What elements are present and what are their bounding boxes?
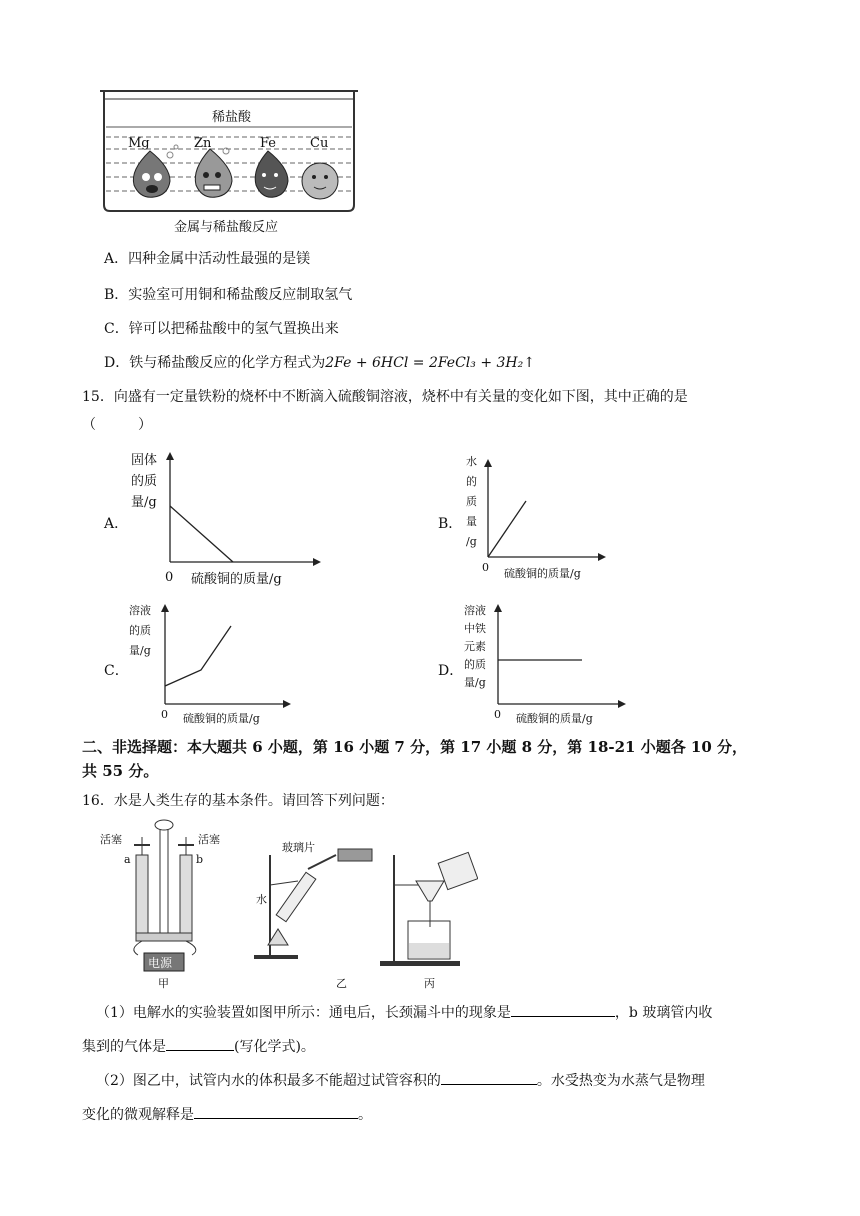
svg-text:0: 0	[161, 708, 168, 721]
svg-text:元素: 元素	[464, 640, 486, 653]
graph-b	[460, 455, 610, 585]
apparatus-yi	[254, 840, 372, 990]
q16-part1: （1）电解水的实验装置如图甲所示：通电后，长颈漏斗中的现象是 ，b 玻璃管内收 集到的气体是 (写化学式)。	[82, 996, 782, 1064]
svg-text:a: a	[124, 853, 131, 866]
q14-option-d	[104, 352, 535, 372]
blank-funnel-phenomenon[interactable]	[511, 1002, 615, 1017]
svg-text:活塞: 活塞	[100, 833, 122, 846]
metals-acid-figure	[100, 85, 360, 235]
svg-text:硫酸铜的质量/g: 硫酸铜的质量/g	[183, 712, 260, 725]
svg-text:b: b	[196, 853, 204, 866]
q14-option-a: A．四种金属中活动性最强的是镁	[104, 251, 311, 267]
metal-fe	[255, 136, 288, 197]
blank-gas-formula[interactable]	[166, 1036, 234, 1051]
svg-text:中铁: 中铁	[464, 622, 486, 635]
graph-a-line	[170, 506, 233, 562]
svg-text:质: 质	[466, 495, 477, 508]
apparatus-bing	[380, 852, 478, 990]
svg-text:的质: 的质	[129, 624, 151, 637]
svg-text:0: 0	[482, 561, 489, 574]
blank-micro-explanation[interactable]	[194, 1104, 358, 1119]
svg-text:量/g: 量/g	[131, 495, 157, 510]
q14-option-b: B．实验室可用铜和稀盐酸反应制取氢气	[104, 287, 353, 303]
graph-c-line	[165, 626, 231, 686]
svg-text:甲: 甲	[158, 977, 169, 990]
svg-text:溶液: 溶液	[464, 604, 486, 617]
section-heading	[82, 735, 747, 783]
section-heading-line1: 二、非选择题：本大题共 6 小题，第 16 小题 7 分，第 17 小题 8 分，第 18-21 小题各 10 分，	[82, 738, 748, 756]
svg-text:水: 水	[466, 455, 477, 468]
graph-b-line	[488, 501, 526, 557]
q15-stem: 15．向盛有一定量铁粉的烧杯中不断滴入硫酸铜溶液，烧杯中有关量的变化如下图，其中正确的是	[82, 389, 688, 405]
metal-zn	[194, 136, 232, 197]
svg-text:Mg: Mg	[128, 136, 150, 151]
svg-text:玻璃片: 玻璃片	[282, 841, 315, 854]
svg-text:溶液: 溶液	[129, 604, 151, 617]
metal-cu	[302, 136, 338, 199]
graph-d	[462, 600, 632, 728]
q14-option-c: C．锌可以把稀盐酸中的氢气置换出来	[104, 321, 339, 337]
graph-d-letter: D．	[438, 663, 464, 679]
svg-text:硫酸铜的质量/g: 硫酸铜的质量/g	[191, 572, 282, 587]
svg-text:Zn: Zn	[194, 136, 212, 151]
svg-text:/g: /g	[466, 535, 477, 548]
svg-text:的质: 的质	[464, 658, 486, 671]
apparatus-jia	[100, 820, 220, 990]
blank-volume-fraction[interactable]	[441, 1070, 537, 1085]
q15-paren: （ ）	[82, 417, 152, 433]
q14-equation: 2Fe + 6HCl = 2FeCl₃ + 3H₂↑	[325, 355, 535, 371]
svg-text:Fe: Fe	[260, 136, 277, 151]
svg-text:丙: 丙	[424, 977, 435, 990]
graph-b-letter: B．	[438, 516, 463, 532]
svg-text:活塞: 活塞	[198, 833, 220, 846]
q16-stem: 16．水是人类生存的基本条件。请回答下列问题：	[82, 793, 394, 809]
acid-label: 稀盐酸	[212, 110, 252, 125]
graph-c-letter: C．	[104, 663, 129, 679]
water-apparatus-figure	[98, 815, 478, 990]
graph-a	[125, 450, 325, 590]
metal-mg	[128, 136, 178, 197]
q14-option-d-text: D．铁与稀盐酸反应的化学方程式为	[104, 355, 326, 371]
svg-text:Cu: Cu	[310, 136, 329, 151]
svg-text:量/g: 量/g	[464, 676, 486, 689]
svg-text:0: 0	[165, 570, 174, 585]
svg-text:量: 量	[466, 515, 477, 528]
graph-c	[125, 600, 295, 728]
graph-a-letter: A．	[104, 516, 129, 532]
svg-text:水: 水	[256, 893, 267, 906]
svg-text:乙: 乙	[336, 977, 347, 990]
svg-text:固体: 固体	[131, 453, 158, 468]
svg-text:的: 的	[466, 475, 477, 488]
svg-text:硫酸铜的质量/g: 硫酸铜的质量/g	[516, 712, 593, 725]
figure-caption: 金属与稀盐酸反应	[174, 220, 279, 235]
svg-text:量/g: 量/g	[129, 644, 151, 657]
section-heading-line2: 共 55 分。	[82, 762, 159, 780]
q16-part2: （2）图乙中，试管内水的体积最多不能超过试管容积的 。水受热变为水蒸气是物理 变化的微观解释是 。	[82, 1064, 782, 1132]
svg-text:0: 0	[494, 708, 501, 721]
svg-text:电源: 电源	[148, 956, 173, 970]
svg-text:硫酸铜的质量/g: 硫酸铜的质量/g	[504, 567, 581, 580]
svg-text:的质: 的质	[131, 474, 158, 489]
